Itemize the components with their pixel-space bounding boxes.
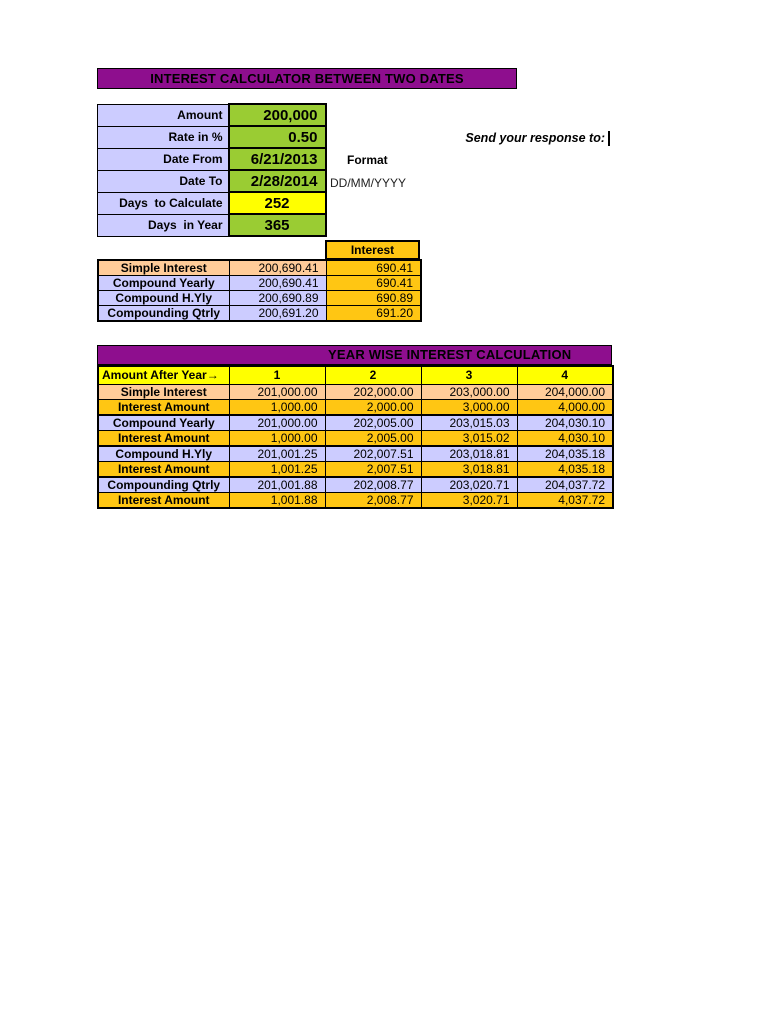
year-column-header: 1	[229, 366, 325, 384]
year-value-cell: 204,037.72	[517, 477, 613, 493]
row-label-cell: Interest Amount	[98, 461, 229, 477]
row-label-cell: Interest Amount	[98, 399, 229, 415]
rate-value-cell: 0.50	[229, 126, 326, 148]
interest-cell: 690.41	[326, 276, 421, 291]
year-value-cell: 203,015.03	[421, 415, 517, 431]
year-value-cell: 201,000.00	[229, 384, 325, 399]
year-value-cell: 3,000.00	[421, 399, 517, 415]
year-value-cell: 204,030.10	[517, 415, 613, 431]
date-to-label: Date To	[98, 170, 229, 192]
year-value-cell: 202,007.51	[325, 446, 421, 462]
year-value-cell: 201,001.25	[229, 446, 325, 462]
form-row-rate	[98, 126, 326, 148]
year-value-cell: 1,000.00	[229, 399, 325, 415]
input-form-table	[97, 103, 327, 237]
year-value-cell: 4,035.18	[517, 461, 613, 477]
row-label-cell: Compound Yearly	[98, 276, 229, 291]
year-value-cell: 203,020.71	[421, 477, 517, 493]
row-label-cell: Compound H.Yly	[98, 291, 229, 306]
amount-cell: 200,690.41	[229, 276, 326, 291]
amount-cell: 200,690.41	[229, 260, 326, 276]
table-row	[98, 477, 613, 493]
days-in-year-value-cell: 365	[229, 214, 326, 236]
row-label-cell: Compound Yearly	[98, 415, 229, 431]
year-wise-banner: YEAR WISE INTEREST CALCULATION	[97, 345, 612, 365]
text-cursor	[608, 131, 610, 146]
days-to-calculate-label: Days to Calculate	[98, 192, 229, 214]
title-banner: INTEREST CALCULATOR BETWEEN TWO DATES	[97, 68, 517, 89]
year-value-cell: 2,008.77	[325, 492, 421, 508]
row-label-cell: Interest Amount	[98, 430, 229, 446]
year-wise-table	[97, 365, 614, 509]
table-row	[98, 306, 421, 322]
year-value-cell: 2,007.51	[325, 461, 421, 477]
amount-label: Amount	[98, 104, 229, 126]
row-label-cell: Interest Amount	[98, 492, 229, 508]
days-in-year-label: Days in Year	[98, 214, 229, 236]
amount-after-year-label: Amount After Year→	[98, 366, 229, 384]
year-value-cell: 203,018.81	[421, 446, 517, 462]
table-row	[98, 276, 421, 291]
form-row-days-in-year	[98, 214, 326, 236]
year-table-header-row	[98, 366, 613, 384]
interest-results-table	[97, 259, 422, 322]
send-response-label: Send your response to:	[465, 131, 605, 145]
table-row	[98, 384, 613, 399]
year-value-cell: 204,000.00	[517, 384, 613, 399]
row-label-cell: Simple Interest	[98, 260, 229, 276]
year-value-cell: 4,037.72	[517, 492, 613, 508]
year-value-cell: 201,000.00	[229, 415, 325, 431]
table-row	[98, 260, 421, 276]
year-value-cell: 202,000.00	[325, 384, 421, 399]
year-column-header: 2	[325, 366, 421, 384]
row-label-cell: Compounding Qtrly	[98, 477, 229, 493]
year-value-cell: 1,001.88	[229, 492, 325, 508]
year-value-cell: 2,000.00	[325, 399, 421, 415]
interest-cell: 690.89	[326, 291, 421, 306]
format-label: Format	[347, 153, 388, 167]
amount-value-cell: 200,000	[229, 104, 326, 126]
date-to-value-cell: 2/28/2014	[229, 170, 326, 192]
table-row	[98, 399, 613, 415]
format-value: DD/MM/YYYY	[330, 176, 407, 190]
year-column-header: 3	[421, 366, 517, 384]
interest-column-header: Interest	[325, 240, 420, 260]
rate-label: Rate in %	[98, 126, 229, 148]
form-row-date-from	[98, 148, 326, 170]
year-column-header: 4	[517, 366, 613, 384]
year-value-cell: 4,000.00	[517, 399, 613, 415]
row-label-cell: Compounding Qtrly	[98, 306, 229, 322]
table-row	[98, 430, 613, 446]
row-label-cell: Simple Interest	[98, 384, 229, 399]
interest-cell: 690.41	[326, 260, 421, 276]
table-row	[98, 492, 613, 508]
year-value-cell: 201,001.88	[229, 477, 325, 493]
form-row-days-to-calculate	[98, 192, 326, 214]
amount-cell: 200,690.89	[229, 291, 326, 306]
send-response-note	[400, 131, 610, 146]
year-value-cell: 1,000.00	[229, 430, 325, 446]
year-value-cell: 204,035.18	[517, 446, 613, 462]
year-value-cell: 203,000.00	[421, 384, 517, 399]
interest-cell: 691.20	[326, 306, 421, 322]
year-value-cell: 1,001.25	[229, 461, 325, 477]
year-value-cell: 3,020.71	[421, 492, 517, 508]
table-row	[98, 461, 613, 477]
form-row-amount	[98, 104, 326, 126]
row-label-cell: Compound H.Yly	[98, 446, 229, 462]
year-value-cell: 4,030.10	[517, 430, 613, 446]
year-value-cell: 3,015.02	[421, 430, 517, 446]
year-value-cell: 202,005.00	[325, 415, 421, 431]
table-row	[98, 291, 421, 306]
year-value-cell: 3,018.81	[421, 461, 517, 477]
table-row	[98, 446, 613, 462]
year-value-cell: 202,008.77	[325, 477, 421, 493]
amount-cell: 200,691.20	[229, 306, 326, 322]
date-from-label: Date From	[98, 148, 229, 170]
date-from-value-cell: 6/21/2013	[229, 148, 326, 170]
days-to-calculate-value-cell: 252	[229, 192, 326, 214]
year-value-cell: 2,005.00	[325, 430, 421, 446]
form-row-date-to	[98, 170, 326, 192]
table-row	[98, 415, 613, 431]
